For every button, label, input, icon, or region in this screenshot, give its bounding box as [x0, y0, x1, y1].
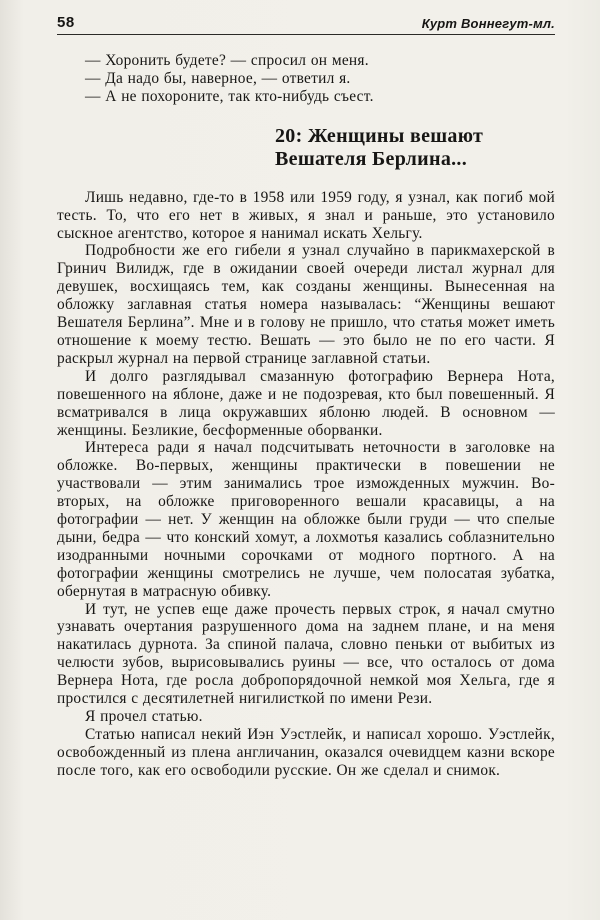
chapter-heading-line-1: 20: Женщины вешают [275, 124, 484, 147]
page-number: 58 [57, 14, 75, 31]
body-paragraph: Лишь недавно, где-то в 1958 или 1959 году, я узнал, как погиб мой тесть. То, что его нет в живых, я знал и раньше, это установило сыскное агентство, которое я нанимал искать Хельгу. [57, 188, 555, 242]
chapter-heading [275, 125, 555, 172]
body-paragraph: Интереса ради я начал подсчитывать неточности в заголовке на обложке. Во-первых, женщины практически в повешении не участвовали — этим занимались трое изможденных мужчин. Во-вторых, на обложке приговоренного вешали красавицы, а на фотографии — нет. У женщин на обложке были груди — что спелые дыни, бедра — что конский хомут, а лохмотья казались соблазнительно изодранными ночными сорочками от модного портного. А на фотографии женщины смотрелись не лучше, чем полосатая зубатка, обернутая в матрасную обивку. [57, 439, 555, 600]
body-paragraph: Подробности же его гибели я узнал случайно в парикмахерской в Гринич Вилидж, где в ожидании своей очереди листал журнал для девушек, восхищаясь тем, как созданы женщины. Вынесенная на обложку заглавная статья номера называлась: “Женщины вешают Вешателя Берлина”. Мне и в голову не пришло, что статья может иметь отношение к моему тестю. Вешать — это было не по его части. Я раскрыл журнал на первой странице заглавной статьи. [57, 242, 555, 367]
chapter-heading-line-2: Вешателя Берлина... [275, 148, 468, 171]
dialogue-line: — А не похороните, так кто-нибудь съест. [85, 87, 374, 105]
body-paragraph: Я прочел статью. [85, 708, 203, 725]
running-header-author: Курт Воннегут-мл. [421, 16, 555, 31]
body-paragraph: И долго разглядывал смазанную фотографию Вернера Нота, повешенного на яблоне, даже и не подозревая, кто был повешенный. Я всматривался в лица окружавших яблоню людей. В основном — женщины. Безликие, бесформенные оборванки. [57, 367, 555, 439]
running-header [57, 14, 555, 34]
body-paragraph: И тут, не успев еще даже прочесть первых строк, я начал смутно узнавать очертания разрушенного дома на заднем плане, и на меня накатилась дурнота. За спиной палача, словно пеньки от выбитых из челюсти зубов, вырисовывались руины — все, что осталось от дома Вернера Нота, где росла добропорядочной немкой моя Хельга, где я простился с десятилетней нигилисткой по имени Рези. [57, 600, 555, 708]
body-paragraph: Статью написал некий Иэн Уэстлейк, и написал хорошо. Уэстлейк, освобожденный из плена англичанин, оказался очевидцем казни вскоре после того, как его освободили русские. Он же сделал и снимок. [57, 725, 555, 779]
page-body [57, 52, 555, 780]
header-rule [57, 34, 555, 35]
dialogue-line: — Хоронить будете? — спросил он меня. [85, 52, 369, 69]
dialogue-line: — Да надо бы, наверное, — ответил я. [85, 69, 351, 87]
